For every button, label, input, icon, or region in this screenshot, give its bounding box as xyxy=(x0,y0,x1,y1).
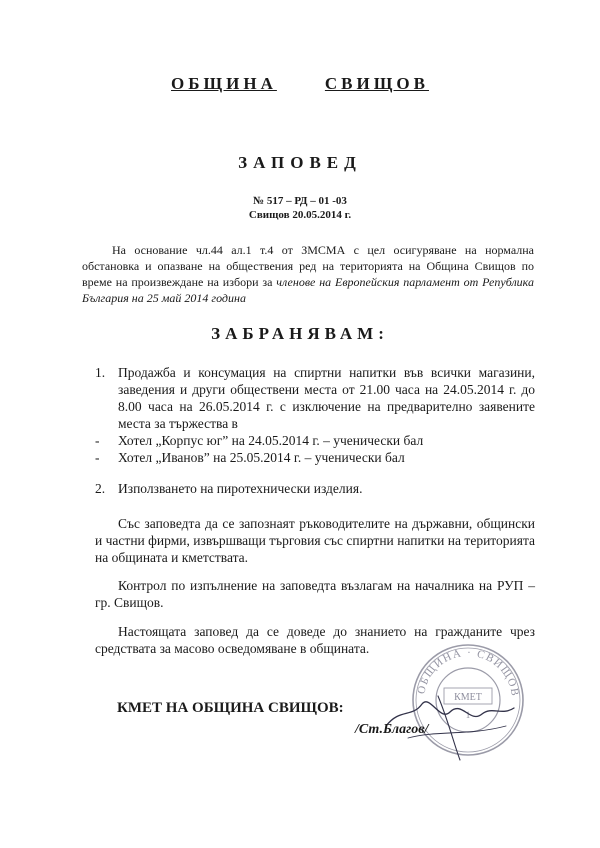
mayor-title: КМЕТ НА ОБЩИНА СВИЩОВ: xyxy=(117,700,344,716)
paragraph-publicity: Настоящата заповед да се доведе до знанието на гражданите чрез средствата за масово осведомяване в общината. xyxy=(95,624,535,656)
sub-item-text: Хотел „Иванов” на 25.05.2014 г. – ученически бал xyxy=(118,450,405,465)
seal-center-text: КМЕТ xyxy=(454,692,482,703)
legal-basis-text: На основание чл.44 ал.1 т.4 от ЗМСМА с цел осигуряване на нормална обстановка и опазване на обществения ред на територията на Община Свищов по време на произвеждане на избори за xyxy=(82,243,534,289)
item-number: 1. xyxy=(95,365,106,380)
seal-ring-text: ОБЩИНА · СВИЩОВ xyxy=(415,646,522,698)
municipality-header xyxy=(0,74,600,94)
seal-center-number: 1 xyxy=(465,710,471,720)
order-title: ЗАПОВЕД xyxy=(238,153,362,172)
municipality-name-word1: ОБЩИНА xyxy=(171,74,277,93)
order-number: № 517 – РД – 01 -03 xyxy=(253,195,347,207)
sub-item-text: Хотел „Корпус юг” на 24.05.2014 г. – ученически бал xyxy=(118,433,424,448)
item-text: Използването на пиротехнически изделия. xyxy=(118,481,363,496)
paragraph-control: Контрол по изпълнение на заповедта възлагам на началника на РУП – гр. Свищов. xyxy=(95,578,535,610)
municipality-name-word2: СВИЩОВ xyxy=(324,74,429,93)
item-text: Продажба и консумация на спиртни напитки във всички магазини, заведения и други обществени места от 21.00 часа на 24.05.2014 г. до 8.00 часа на 26.05.2014 г. с изключение на предварително заявените места за тържества в xyxy=(118,365,535,431)
order-place-date: Свищов 20.05.2014 г. xyxy=(248,209,352,221)
paragraph-notify: Със заповедта да се запознаят ръководителите на държавни, общински и частни фирми, извършващи търговия със спиртни напитки на територията на общината и кметствата. xyxy=(95,516,535,565)
mayor-name: /Ст.Благов/ xyxy=(355,722,429,737)
prohibition-heading: ЗАБРАНЯВАМ: xyxy=(211,324,389,343)
document-page: ОБЩИНА СВИЩОВ ЗАПОВЕД № 517 – РД – 01 -03 Свищов 20.05.2014 г. На основание чл.44 ал.1 т.4 от ЗМСМА с цел осигуряване на нормална обстановка и опазване на обществения ред на територията на Община Свищов по време на произвеждане на избори за членове на Европейския парламент от Република България на 25 май 2014 година ЗАБРАНЯВАМ: 1. Продажба и консумация на спиртни напитки във всички магазини, заведения и други обществени места от 21.00 часа на 24.05.2014 г. до 8.00 часа на 26.05.2014 г. с изключение на предварително заявените места за тържества в - Хотел „Корпус юг” на 24.05.2014 г. – ученически бал - Хотел „Иванов” на 25.05.2014 г. – ученически бал 2. Използването на пиротехнически изделия. Със заповедта да се запознаят ръководителите на държавни, общински и частни фирми, извършващи търговия със спиртни напитки на територията на общината и кметствата. Контрол по изпълнение на заповедта възлагам на началника на РУП – гр. Свищов. Настоящата заповед да се доведе до знанието на гражданите чрез средствата за масово осведомяване в общината. ОБЩИНА · СВИЩОВ КМЕТ 1 КМЕТ НА ОБЩИНА СВИЩОВ: /Ст.Благов/ xyxy=(0,0,600,848)
legal-basis-paragraph xyxy=(82,242,534,306)
item-number: 2. xyxy=(95,481,106,496)
legal-basis-election: членове на Европейския парламент от Република България на 25 май 2014 година xyxy=(82,275,534,305)
